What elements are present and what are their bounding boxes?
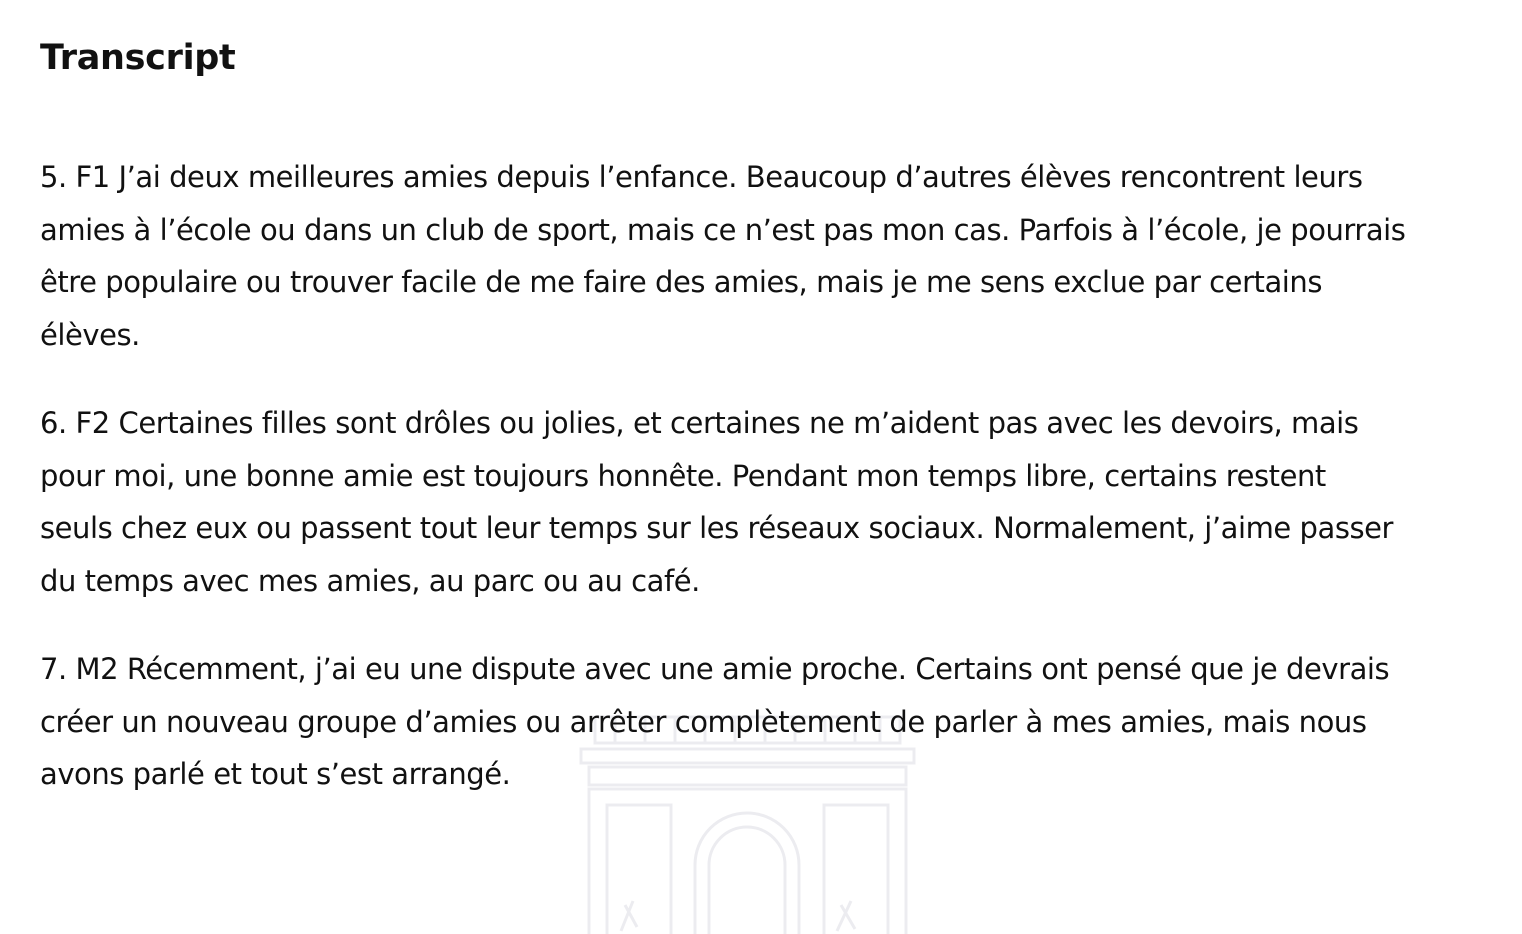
transcript-paragraph-7 (40, 643, 1482, 801)
paragraph-line: 7. M2 Récemment, j’ai eu une dispute avec une amie proche. Certains ont pensé que je devrais (40, 652, 1390, 686)
paragraph-line: amies à l’école ou dans un club de sport, mais ce n’est pas mon cas. Parfois à l’école, je pourrais (40, 212, 1406, 247)
paragraph-line: être populaire ou trouver facile de me faire des amies, mais je me sens exclue par certains (40, 265, 1322, 299)
paragraph-line: 6. F2 Certaines filles sont drôles ou jolies, et certaines ne m’aident pas avec les devoirs, mais (40, 406, 1359, 440)
paragraph-line: élèves. (40, 317, 140, 352)
paragraph-line: seuls chez eux ou passent tout leur temps sur les réseaux sociaux. Normalement, j’aime passer (40, 511, 1394, 545)
transcript-paragraph-5 (40, 151, 1482, 361)
paragraph-line: du temps avec mes amies, au parc ou au café. (40, 563, 700, 598)
paragraph-line: créer un nouveau groupe d’amies ou arrêter complètement de parler à mes amies, mais nous (40, 704, 1367, 739)
transcript-paragraph-6 (40, 397, 1482, 607)
paragraph-line: 5. F1 J’ai deux meilleures amies depuis l’enfance. Beaucoup d’autres élèves rencontrent leurs (40, 160, 1363, 194)
paragraph-line: pour moi, une bonne amie est toujours honnête. Pendant mon temps libre, certains restent (40, 458, 1326, 493)
paragraph-line: avons parlé et tout s’est arrangé. (40, 757, 511, 791)
page-title: Transcript (40, 38, 236, 78)
